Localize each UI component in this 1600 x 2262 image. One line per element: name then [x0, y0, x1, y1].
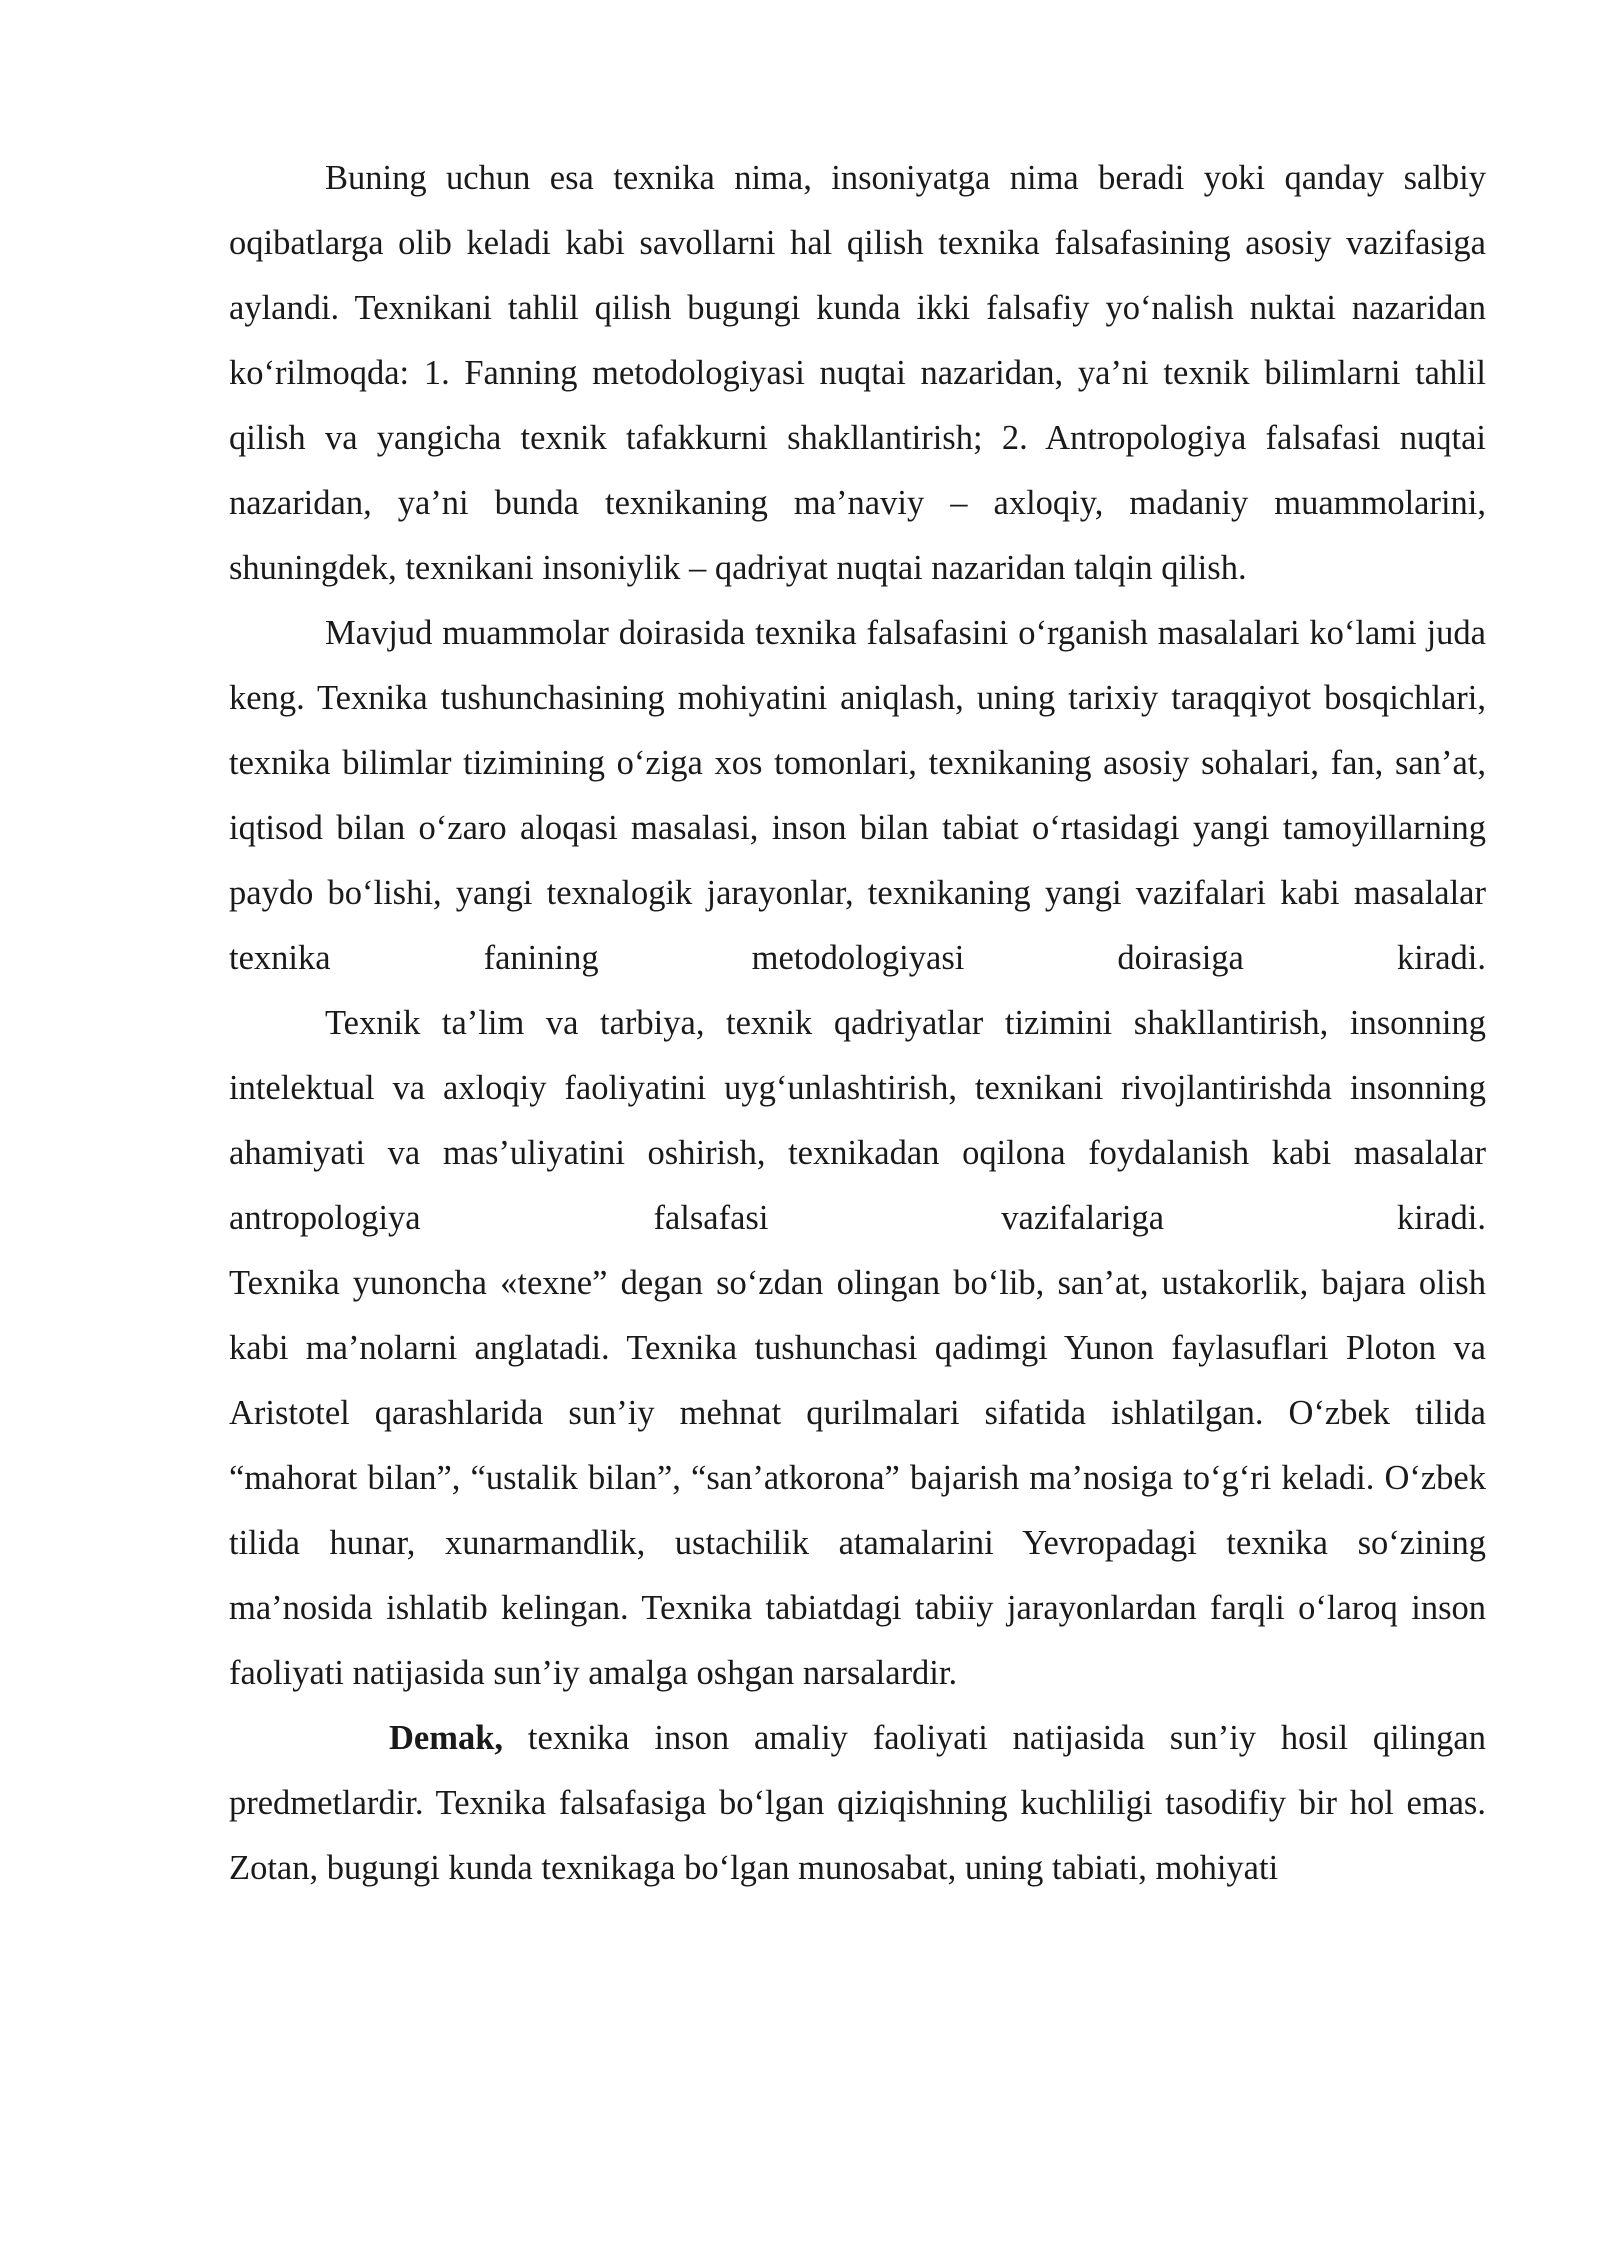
paragraph-2: Mavjud muammolar doirasida texnika falsafasini o‘rganish masalalari ko‘lami juda keng. Texnika tushunchasining mohiyatini aniqlash, uning tarixiy taraqqiyot bosqichlari, texnika bilimlar tizimining o‘ziga xos tomonlari, texnikaning asosiy sohalari, fan, san’at, iqtisod bilan o‘zaro aloqasi masalasi, inson bilan tabiat o‘rtasidagi yangi tamoyillarning paydo bo‘lishi, yangi texnalogik jarayonlar, texnikaning yangi vazifalari kabi masalalar texnika fanining metodologiyasi doirasiga kiradi. — [229, 614, 1486, 977]
document-body — [229, 146, 1486, 1901]
paragraph-4: Texnika yunoncha «texne” degan so‘zdan olingan bo‘lib, san’at, ustakorlik, bajara olish kabi ma’nolarni anglatadi. Texnika tushunchasi qadimgi Yunon faylasuflari Ploton va Aristotel qarashlarida sun’iy mehnat qurilmalari sifatida ishlatilgan. O‘zbek tilida “mahorat bilan”, “ustalik bilan”, “san’atkorona” bajarish ma’nosiga to‘g‘ri keladi. O‘zbek tilida hunar, xunarmandlik, ustachilik atamalarini Yevropadagi texnika so‘zining ma’nosida ishlatib kelingan. Texnika tabiatdagi tabiiy jarayonlardan farqli o‘laroq inson faoliyati natijasida sun’iy amalga oshgan narsalardir. — [229, 1264, 1486, 1692]
paragraph-5-lead: Demak, — [389, 1719, 504, 1757]
paragraph-5 — [229, 1706, 1486, 1901]
paragraph-1: Buning uchun esa texnika nima, insoniyatga nima beradi yoki qanday salbiy oqibatlarga olib keladi kabi savollarni hal qilish texnika falsafasining asosiy vazifasiga aylandi. Texnikani tahlil qilish bugungi kunda ikki falsafiy yo‘nalish nuktai nazaridan ko‘rilmoqda: 1. Fanning metodologiyasi nuqtai nazaridan, ya’ni texnik bilimlarni tahlil qilish va yangicha texnik tafakkurni shakllantirish; 2. Antropologiya falsafasi nuqtai nazaridan, ya’ni bunda texnikaning ma’naviy – axloqiy, madaniy muammolarini, shuningdek, texnikani insoniylik – qadriyat nuqtai nazaridan talqin qilish. — [229, 159, 1486, 587]
paragraph-3: Texnik ta’lim va tarbiya, texnik qadriyatlar tizimini shakllantirish, insonning intelektual va axloqiy faoliyatini uyg‘unlashtirish, texnikani rivojlantirishda insonning ahamiyati va mas’uliyatini oshirish, texnikadan oqilona foydalanish kabi masalalar antropologiya falsafasi vazifalariga kiradi. — [229, 1004, 1486, 1237]
paragraph-5-text: texnika inson amaliy faoliyati natijasida sun’iy hosil qilingan predmetlardir. Texnika falsafasiga bo‘lgan qiziqishning kuchliligi tasodifiy bir hol emas. Zotan, bugungi kunda texnikaga bo‘lgan munosabat, uning tabiati, mohiyati — [229, 1719, 1486, 1887]
